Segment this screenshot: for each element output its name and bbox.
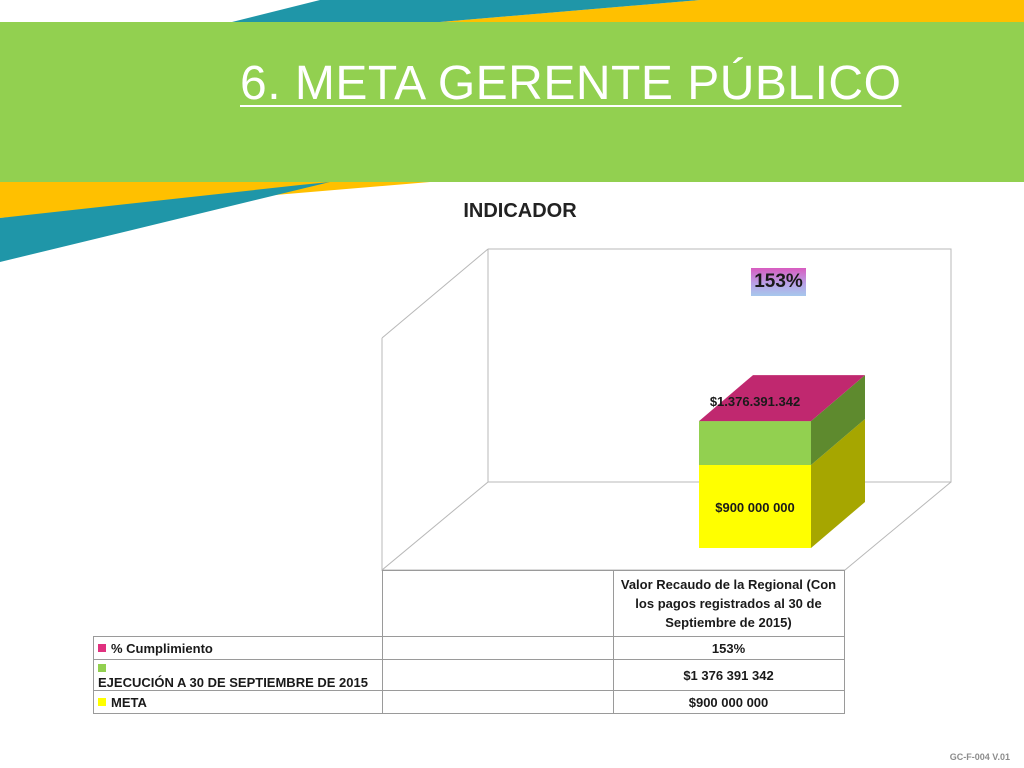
bar-ejecucion-front [699,421,811,465]
legend-key-ejecucion [98,664,106,672]
chart-data-table [93,570,845,714]
chart-side-wall [382,249,488,570]
table-value-cell: $900 000 000 [613,691,844,714]
data-label-meta: $900 000 000 [715,500,795,515]
series-name: META [111,694,147,710]
table-corner [94,571,383,637]
table-series-cell [94,660,383,691]
legend-key-cumplimiento [98,644,106,652]
table-category-header: Valor Recaudo de la Regional (Con los pagos registrados al 30 de Septiembre de 2015) [613,571,844,637]
table-header-row [94,571,845,637]
chart-title: INDICADOR [463,200,577,222]
table-row [94,637,845,660]
table-row [94,660,845,691]
table-empty-cell [382,660,613,691]
series-name: % Cumplimiento [111,640,213,656]
table-series-cell [94,637,383,660]
chart-wall-edge [382,249,488,338]
table-empty-cell [382,691,613,714]
data-label-ejecucion: $1.376.391.342 [709,394,801,409]
footer-doc-code: GC-F-004 V.01 [949,752,1010,762]
data-label-cumplimiento: 153% [751,268,806,296]
table-value-cell: $1 376 391 342 [613,660,844,691]
table-value-cell: 153% [613,637,844,660]
table-empty-cell [382,637,613,660]
legend-key-meta [98,698,106,706]
slide-title: 6. META GERENTE PÚBLICO [240,57,902,110]
chart-floor-edge [382,482,951,570]
table-row [94,691,845,714]
series-name: EJECUCIÓN A 30 DE SEPTIEMBRE DE 2015 [98,675,368,690]
table-empty-column [382,571,613,637]
table-series-cell [94,691,383,714]
